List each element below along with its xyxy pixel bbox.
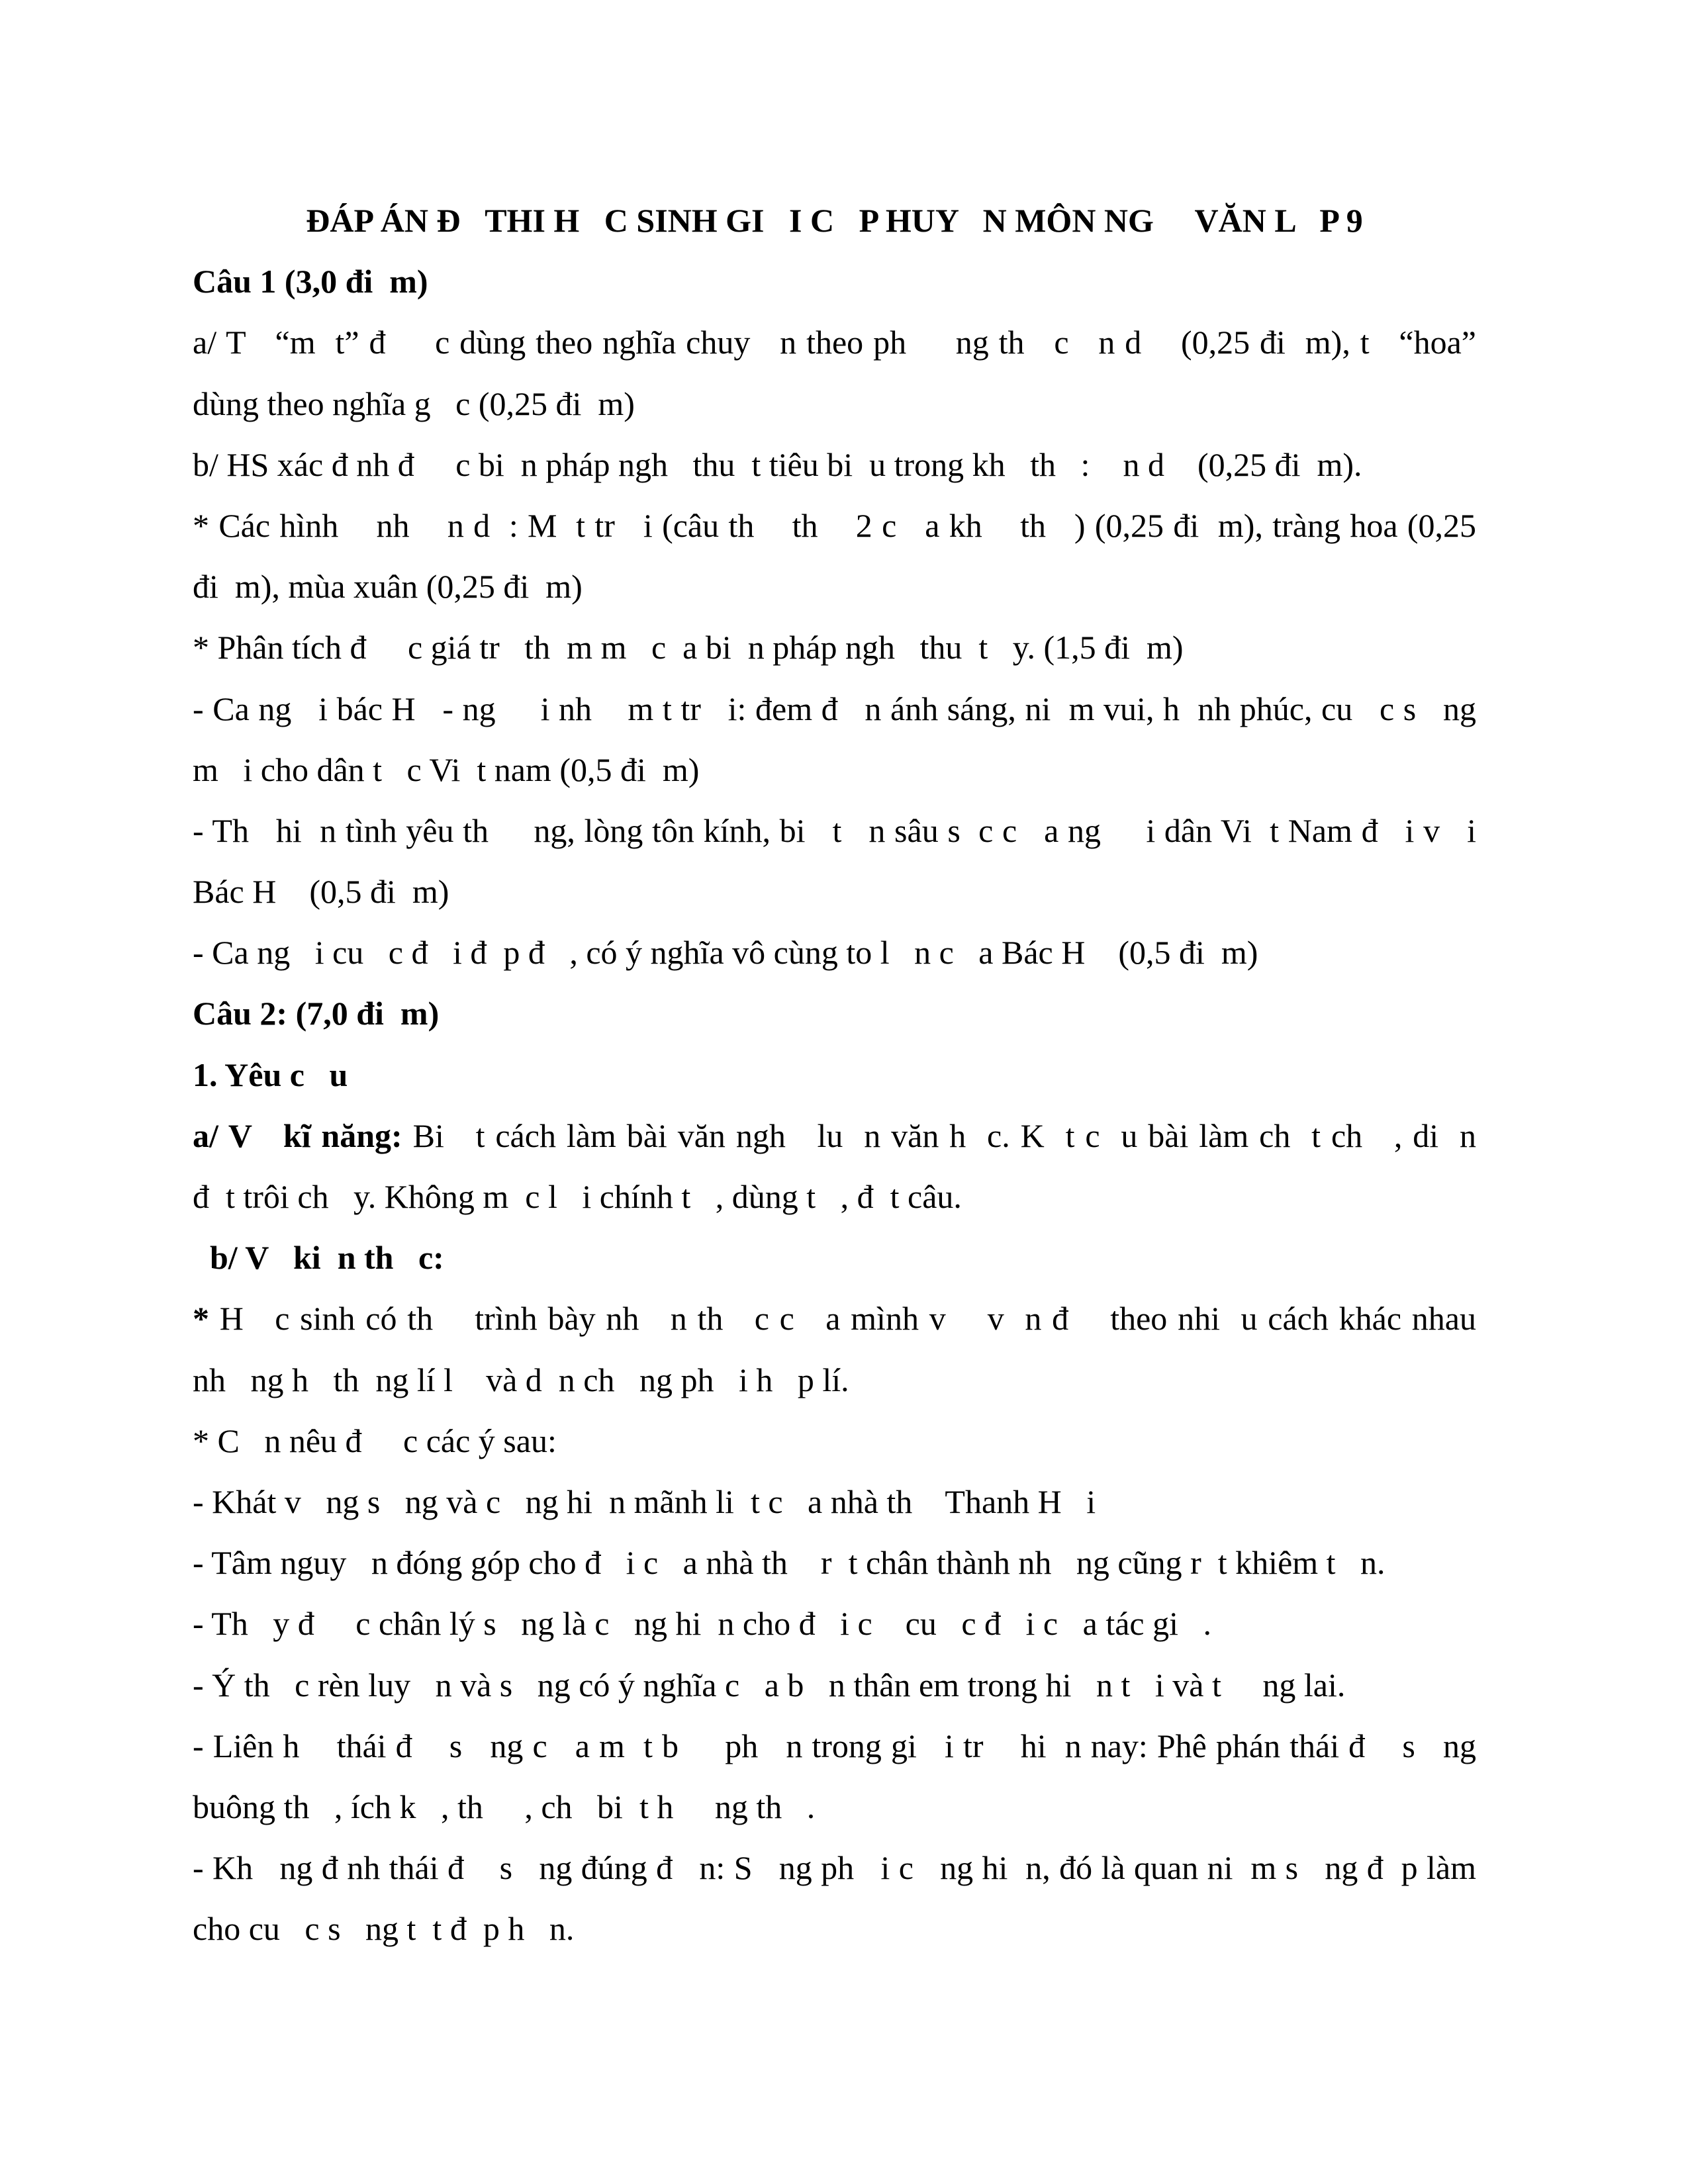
text-line: [193, 1288, 1476, 1349]
text-line: [193, 1532, 1476, 1593]
bold-text: *: [193, 1300, 209, 1338]
text-segment: m i cho dân t c Vi t nam (0,5 đi m): [193, 751, 700, 788]
text-line: [193, 1044, 1476, 1105]
bold-text: Câu 1 (3,0 đi m): [193, 263, 428, 300]
text-line: [193, 983, 1476, 1044]
text-segment: - Th y đ c chân lý s ng là c ng hi n cho đ i c cu c đ i c a tác gi .: [193, 1605, 1211, 1643]
text-segment: - Ca ng i cu c đ i đ p đ , có ý nghĩa vô cùng to l n c a Bác H (0,5 đi m): [193, 934, 1258, 972]
text-line: [193, 1410, 1476, 1471]
text-line: [193, 1471, 1476, 1532]
text-segment: Bác H (0,5 đi m): [193, 873, 449, 911]
text-line: [193, 861, 1476, 922]
text-segment: * C n nêu đ c các ý sau:: [193, 1422, 557, 1459]
text-line: [193, 251, 1476, 312]
document-body: [193, 251, 1476, 1959]
text-segment: cho cu c s ng t t đ p h n.: [193, 1910, 575, 1948]
bold-text: 1. Yêu c u: [193, 1056, 348, 1093]
text-line: [193, 617, 1476, 678]
text-line: [193, 434, 1476, 495]
text-segment: dùng theo nghĩa g c (0,25 đi m): [193, 385, 635, 422]
text-segment: b/ HS xác đ nh đ c bi n pháp ngh thu t tiêu bi u trong kh th : n d (0,25 đi m).: [193, 445, 1362, 483]
text-line: [193, 1349, 1476, 1410]
text-segment: - Ca ng i bác H - ng i nh m t tr i: đem đ n ánh sáng, ni m vui, h nh phúc, cu c s ng: [193, 690, 1476, 727]
text-line: [193, 1105, 1476, 1166]
text-line: [193, 495, 1476, 556]
text-line: [193, 1776, 1476, 1837]
text-segment: - Tâm nguy n đóng góp cho đ i c a nhà th r t chân thành nh ng cũng r t khiêm t n.: [193, 1544, 1385, 1582]
bold-text: Câu 2: (7,0 đi m): [193, 995, 440, 1032]
text-line: [193, 1166, 1476, 1227]
text-line: [193, 1593, 1476, 1654]
text-line: [193, 556, 1476, 617]
text-segment: đ t trôi ch y. Không m c l i chính t , dùng t , đ t câu.: [193, 1178, 962, 1215]
text-segment: - Liên h thái đ s ng c a m t b ph n trong gi i tr hi n nay: Phê phán thái đ s ng: [193, 1727, 1476, 1764]
text-segment: * Các hình nh n d : M t tr i (câu th th 2 c a kh th ) (0,25 đi m), tràng hoa (0,25: [193, 506, 1476, 544]
text-line: [193, 678, 1476, 739]
text-segment: buông th , ích k , th , ch bi t h ng th .: [193, 1788, 816, 1825]
text-segment: a/ T “m t” đ c dùng theo nghĩa chuy n theo ph ng th c n d (0,25 đi m), t “hoa”: [193, 324, 1476, 361]
text-line: [193, 312, 1476, 373]
text-segment: Bi t cách làm bài văn ngh lu n văn h c. K t c u bài làm ch t ch , di n: [402, 1116, 1476, 1154]
text-segment: - Kh ng đ nh thái đ s ng đúng đ n: S ng ph i c ng hi n, đó là quan ni m s ng đ p làm: [193, 1849, 1476, 1887]
text-segment: nh ng h th ng lí l và d n ch ng ph i h p lí.: [193, 1361, 849, 1398]
text-segment: - Ý th c rèn luy n và s ng có ý nghĩa c a b n thân em trong hi n t i và t ng lai.: [193, 1666, 1346, 1704]
text-line: [193, 739, 1476, 800]
text-line: [193, 1715, 1476, 1776]
text-segment: - Khát v ng s ng và c ng hi n mãnh li t c a nhà th Thanh H i: [193, 1482, 1096, 1520]
text-line: [193, 1227, 1476, 1288]
text-segment: đi m), mùa xuân (0,25 đi m): [193, 568, 583, 606]
document-page: [193, 190, 1476, 1959]
text-line: [193, 1837, 1476, 1898]
text-line: [193, 800, 1476, 861]
bold-text: a/ V kĩ năng:: [193, 1116, 402, 1154]
text-segment: * Phân tích đ c giá tr th m m c a bi n pháp ngh thu t y. (1,5 đi m): [193, 629, 1184, 666]
text-line: [193, 1898, 1476, 1959]
text-line: [193, 1655, 1476, 1715]
text-line: [193, 922, 1476, 983]
text-segment: H c sinh có th trình bày nh n th c c a mình v v n đ theo nhi u cách khác nhau: [209, 1300, 1476, 1338]
bold-text: b/ V ki n th c:: [210, 1239, 444, 1277]
text-line: [193, 373, 1476, 434]
text-segment: - Th hi n tình yêu th ng, lòng tôn kính, bi t n sâu s c c a ng i dân Vi t Nam đ i v i: [193, 811, 1476, 849]
document-title: ĐÁP ÁN Đ THI H C SINH GI I C P HUY N MÔN NG VĂN L P 9: [306, 202, 1363, 239]
